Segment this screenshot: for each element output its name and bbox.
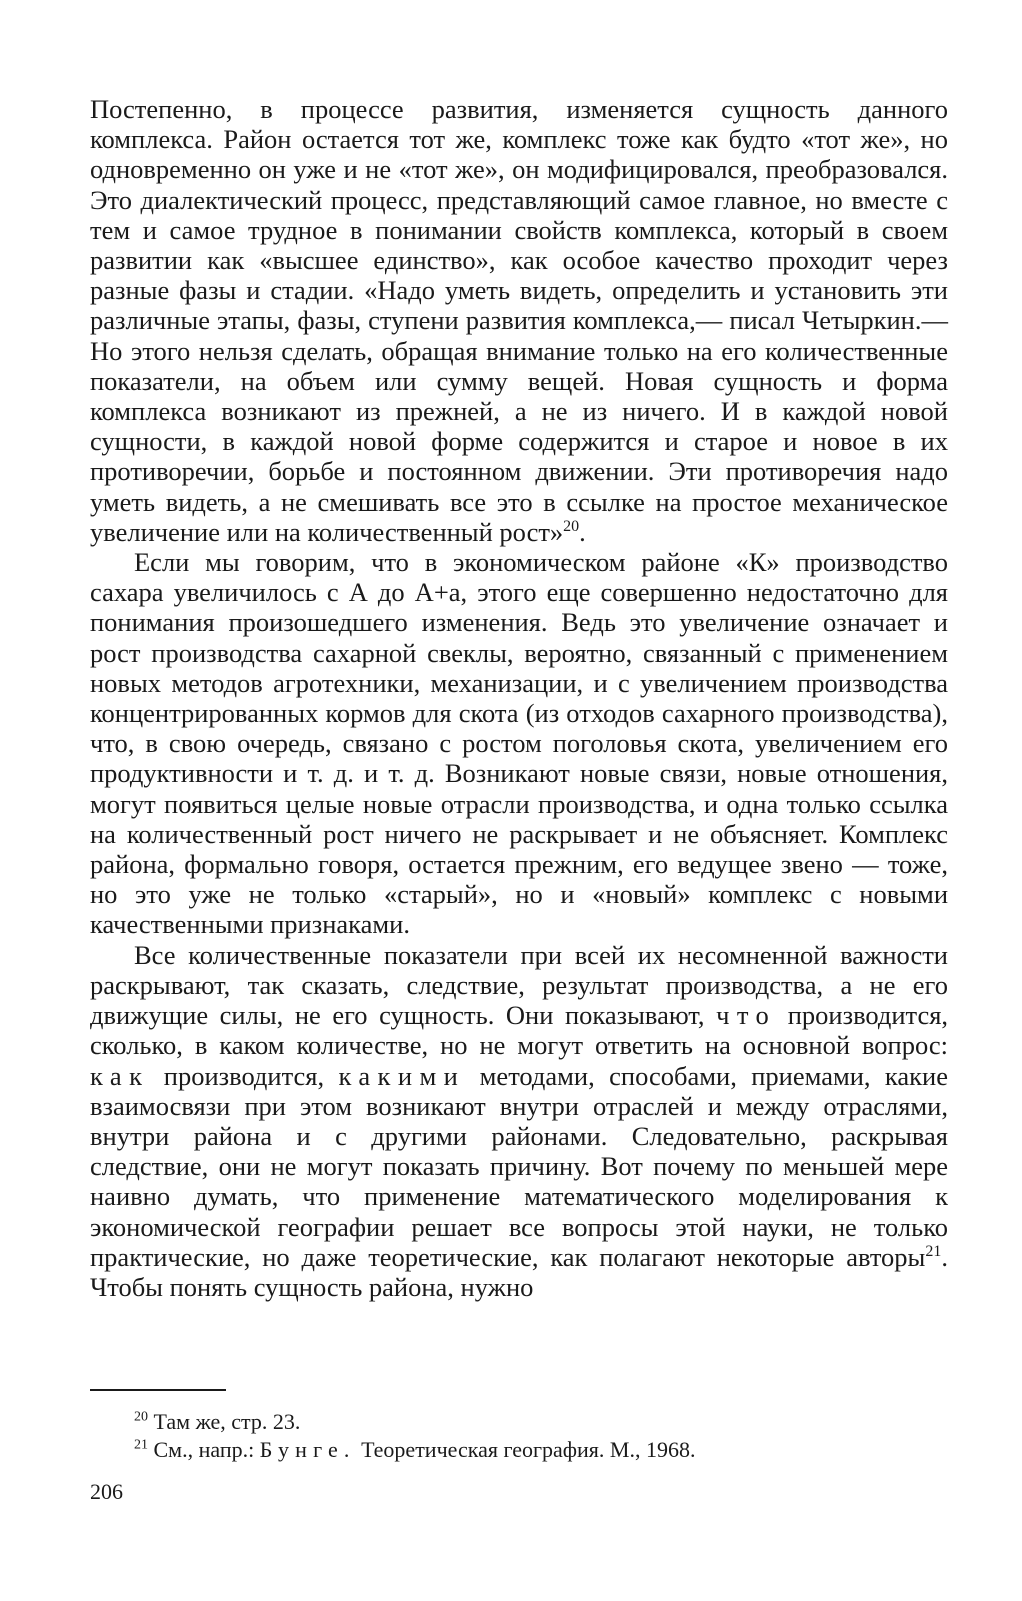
footnote-21-prefix: См., напр.: — [153, 1437, 255, 1462]
paragraph-3-part-5: . Чтобы понять сущность района, нужно — [90, 1241, 948, 1302]
page-number: 206 — [90, 1479, 123, 1504]
paragraph-1 — [90, 94, 948, 547]
footnote-ref-21[interactable]: 21 — [925, 1242, 942, 1260]
footnote-ref-20[interactable]: 20 — [563, 518, 580, 536]
footnote-divider — [90, 1389, 226, 1391]
paragraph-1-end: . — [579, 516, 586, 547]
paragraph-3-part-3: производится, — [163, 1060, 325, 1091]
paragraph-3 — [90, 940, 948, 1302]
footnote-20 — [134, 1408, 934, 1436]
emphasis-chto: что — [716, 1000, 777, 1031]
paragraph-2: Если мы говорим, что в экономическом районе «К» производство сахара увеличилось с А до А+а, этого еще совершенно недостаточно для понимания произошедшего изменения. Ведь это увеличение означает и рост производства сахарной свеклы, вероятно, связанный с применением новых методов агротехники, механизации, и с увеличением производства концентрированных кормов для скота (из отходов сахарного производства), что, в свою очередь, связано с ростом поголовья скота, увеличением его продуктивности и т. д. и т. д. Возникают новые связи, новые отношения, могут появиться целые новые отрасли производства, и одна только ссылка на количественный рост ничего не раскрывает и не объясняет. Комплекс района, формально говоря, остается прежним, его ведущее звено — тоже, но это уже не только «старый», но и «новый» комплекс с новыми качественными признаками. — [90, 547, 948, 940]
footnote-number-21: 21 — [134, 1437, 148, 1453]
footnote-21-text: Теоретическая география. М., 1968. — [361, 1437, 696, 1462]
paragraph-3-part-2: производится, сколько, в каком количестве, но не могут ответить на основной вопрос: — [90, 1000, 949, 1061]
page-body — [90, 94, 948, 1302]
footnote-21 — [134, 1436, 934, 1464]
footnote-20-text: Там же, стр. 23. — [153, 1409, 301, 1434]
emphasis-kak: как — [90, 1060, 150, 1091]
footnote-21-author: Бунге. — [259, 1437, 356, 1462]
paragraph-3-part-4: методами, способами, приемами, какие взаимосвязи при этом возникают внутри отраслей и между отраслями, внутри района и с другими районами. Следовательно, раскрывая следствие, они не могут показать причину. Вот почему по меньшей мере наивно думать, что применение математического моделирования к экономической географии решает все вопросы этой науки, не только практические, но даже теоретические, как полагают некоторые авторы — [90, 1060, 948, 1272]
paragraph-3-part-1: Все количественные показатели при всей их несомненной важности раскрывают, так сказать, следствие, результат производства, а не его движущие силы, не его сущность. Они показывают, — [90, 939, 948, 1031]
footnote-number-20: 20 — [134, 1409, 148, 1425]
paragraph-1-text: Постепенно, в процессе развития, изменяется сущность данного комплекса. Район остается тот же, комплекс тоже как будто «тот же», но одновременно он уже и не «тот же», он модифицировался, преобразовался. Это диалектический процесс, представляющий самое главное, но вместе с тем и самое трудное в понимании свойств комплекса, который в своем развитии как «высшее единство», как особое качество проходит через разные фазы и стадии. «Надо уметь видеть, определить и установить эти различные этапы, фазы, ступени развития комплекса,— писал Четыркин.— Но этого нельзя сделать, обращая внимание только на его количественные показатели, на объем или сумму вещей. Новая сущность и форма комплекса возникают из прежней, а не из ничего. И в каждой новой сущности, в каждой новой форме содержится и старое и новое в их противоречии, борьбе и постоянном движении. Эти противоречия надо уметь видеть, а не смешивать все это в ссылке на простое механическое увеличение или на количественный рост» — [90, 94, 948, 547]
emphasis-kakimi: какими — [338, 1060, 466, 1091]
footnotes — [134, 1408, 934, 1464]
